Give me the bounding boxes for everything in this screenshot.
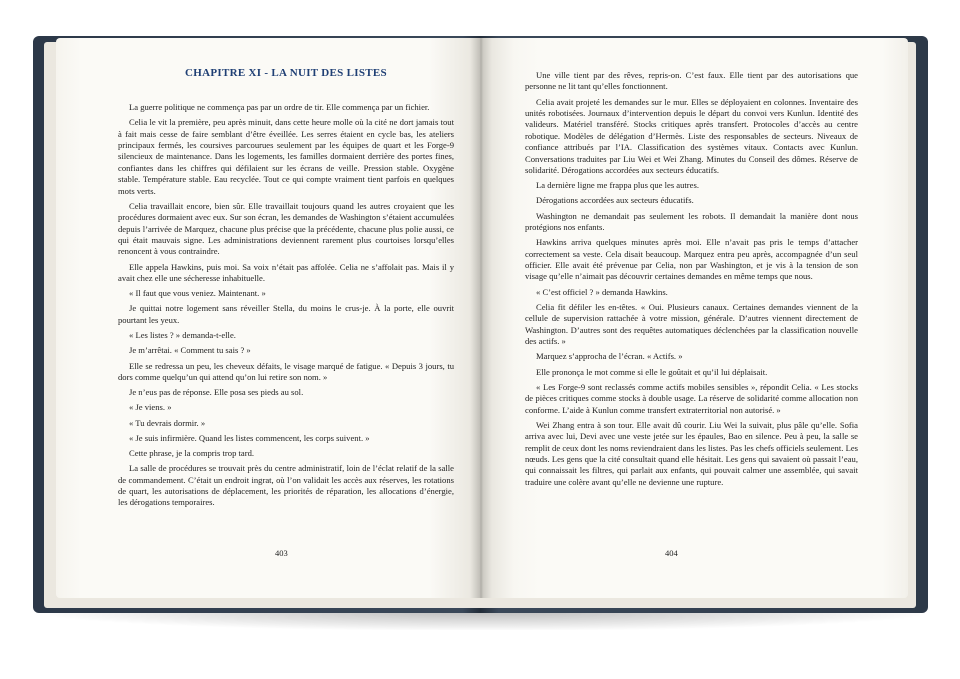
paragraph: Je n’eus pas de réponse. Elle posa ses pieds au sol. [129, 387, 304, 398]
left-page-body [118, 102, 454, 513]
paragraph: Elle se redressa un peu, les cheveux défaits, le visage marqué de fatigue. « Depuis 3 jours, tu dors comme quelqu’un qui attend qu’on lui retire son nom. » [118, 360, 454, 382]
paragraph: Elle prononça le mot comme si elle le goûtait et qu’il lui déplaisait. [536, 366, 768, 377]
paragraph: Je m’arrêtai. « Comment tu sais ? » [129, 345, 251, 356]
paragraph: « Les listes ? » demanda-t-elle. [129, 330, 236, 341]
paragraph: « Il faut que vous veniez. Maintenant. » [129, 288, 266, 299]
chapter-title: CHAPITRE XI - LA NUIT DES LISTES [185, 67, 387, 79]
paragraph: « Je suis infirmière. Quand les listes commencent, les corps suivent. » [129, 432, 370, 443]
right-page-body [525, 70, 858, 492]
right-page [480, 38, 908, 598]
paragraph: « Je viens. » [129, 402, 172, 413]
paragraph: Je quittai notre logement sans réveiller Stella, du moins le crus-je. À la porte, elle ouvrit pourtant les yeux. [118, 303, 454, 325]
paragraph: La dernière ligne me frappa plus que les autres. [536, 180, 699, 191]
paragraph: Hawkins arriva quelques minutes après moi. Elle n’avait pas pris le temps d’attacher correctement sa veste. Cela disait beaucoup. Marquez entra peu après, accompagnée d’un seul officier. Elle avait été prévenue par Celia, non par Washington, et je vis à la tension de son visage qu’elle n’aimait pas découvrir certaines demandes en même temps que nous. [525, 237, 858, 282]
left-page [56, 38, 480, 598]
paragraph: « C’est officiel ? » demanda Hawkins. [536, 286, 668, 297]
paragraph: Dérogations accordées aux secteurs éducatifs. [536, 195, 694, 206]
paragraph: Celia avait projeté les demandes sur le mur. Elles se déployaient en colonnes. Inventaire des unités robotisées. Journaux d’intervention depuis le départ du convoi vers Kunlun. Identité des valideurs. Matériel transféré. Stocks critiques après transfert. Protocoles d’accès au centre robotique. Modèles de délégation d’Hermès. Liste des responsables de secteurs. Niveaux de confiance attribués par l’IA. Classification des systèmes vitaux. Contacts avec Kunlun. Conversations traduites par Liu Wei et Wei Zhang. Minutes du Conseil des dômes. Réserve de solidarité. Dérogations accordées aux secteurs éducatifs. [525, 96, 858, 176]
page-number-right: 404 [665, 548, 678, 558]
paragraph: La guerre politique ne commença pas par un ordre de tir. Elle commença par un fichier. [129, 102, 430, 112]
paragraph: Celia fit défiler les en-têtes. « Oui. Plusieurs canaux. Certaines demandes viennent de la cellule de supervision rattachée à votre mission, générale. D’autres viennent directement de Washington. D’autres sont des requêtes automatiques déclenchées par la classification nouvelle des actifs. » [525, 301, 858, 347]
paragraph: Wei Zhang entra à son tour. Elle avait dû courir. Liu Wei la suivait, plus pâle qu’elle. Sofia arriva avec lui, Devi avec une veste jetée sur les épaules, Bao en silence. Peu à peu, la salle se remplit de ceux dont les noms reviendraient dans les listes. Pas les chefs officiels seulement. Les nœuds. Les gens que la cité consultait quand elle hésitait. Les gens qui savaient où passait l’eau, qui connaissait les filtres, qui parlait aux enfants, qui pouvait calmer une assemblée, qui savait traduire une colère avant qu’elle ne devienne une rupture. [525, 419, 858, 487]
paragraph: Marquez s’approcha de l’écran. « Actifs. » [536, 351, 683, 362]
paragraph: Une ville tient par des rêves, repris-on. C’est faux. Elle tient par des autorisations que personne ne lit tant qu’elles fonctionnent. [525, 70, 858, 92]
paragraph: « Tu devrais dormir. » [129, 417, 206, 428]
paragraph: Celia travaillait encore, bien sûr. Elle travaillait toujours quand les autres croyaient que les procédures dormaient avec eux. Sur son écran, les demandes de Washington s’étaient accumulées depuis l’arrivée de Marquez, chacune plus précise que la précédente, chacune plus polie aussi, ce qui était mauvais signe. Les administrations deviennent rarement plus courtoises lorsqu’elles renoncent à vous contraindre. [118, 200, 454, 257]
paragraph: La salle de procédures se trouvait près du centre administratif, loin de l’éclat relatif de la salle de commandement. C’était un endroit ingrat, où l’on validait les accès aux réserves, les rotations de quart, les autorisations de déplacement, les priorités de réparation, les allocations d’énergie, les dérogations temporaires. [118, 463, 454, 508]
page-number-left: 403 [275, 548, 288, 558]
paragraph: « Les Forge-9 sont reclassés comme actifs mobiles sensibles », répondit Celia. « Les stocks de pièces critiques comme stocks à double usage. La réserve de solidarité comme allocation non conforme. L’aide à Kunlun comme transfert extraterritorial non autorisé. » [525, 381, 858, 415]
paragraph: Elle appela Hawkins, puis moi. Sa voix n’était pas affolée. Celia ne s’affolait pas. Mais il y avait chez elle une sécheresse inhabituelle. [118, 261, 454, 284]
paragraph: Cette phrase, je la compris trop tard. [129, 447, 255, 458]
paragraph: Celia le vit la première, peu après minuit, dans cette heure molle où la cité ne dort jamais tout à fait mais cesse de faire semblant d’être éveillée. Les serres étaient en cycle bas, les ateliers principaux fermés, les coursives parcourues seulement par les équipes de quart et les Forge-9 silencieux de maintenance. Dans les logements, les familles dormaient derrière des portes fines, confiantes dans les chiffres qui défilaient sur les écrans de veille. Pression stable. Oxygène stable. Température stable. Eau recyclée. Tout ce qui compte vraiment tient parfois en quelques mots verts. [118, 117, 454, 196]
paragraph: Washington ne demandait pas seulement les robots. Il demandait la manière dont nous protégions nos enfants. [525, 210, 858, 233]
